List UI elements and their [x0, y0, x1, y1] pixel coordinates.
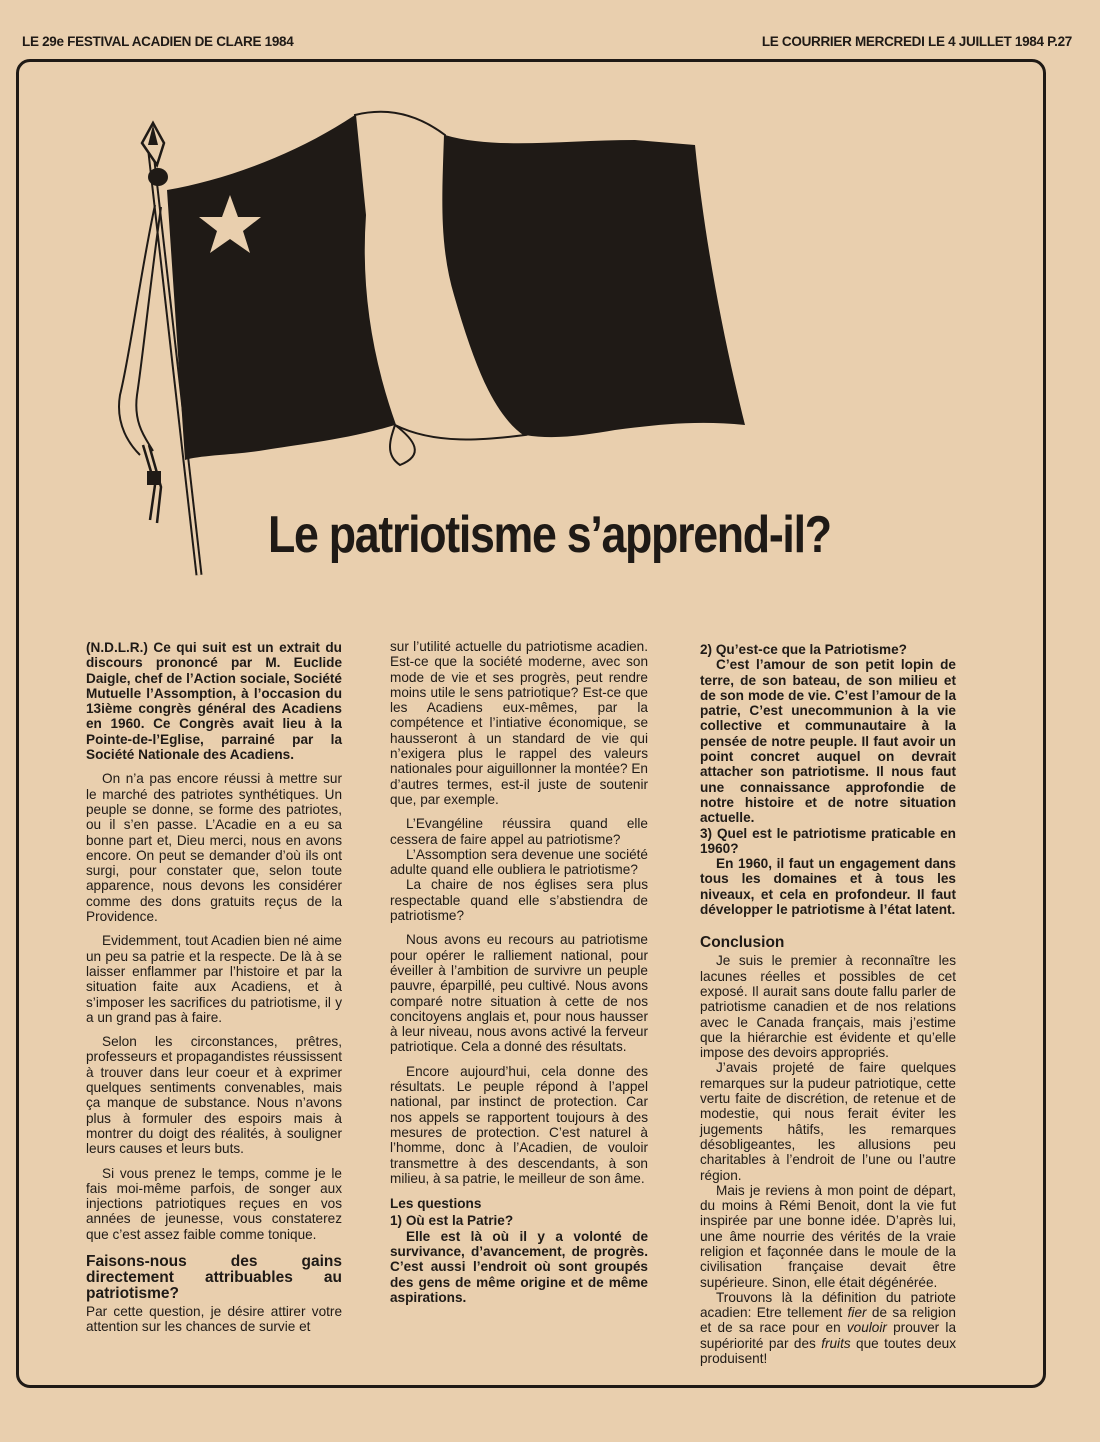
- paragraph: J’avais projeté de faire quelques remarques sur la pudeur patriotique, cette vertu faite de discrétion, de retenue et de modestie, qui nous ferait éviter les jugements hâtifs, les remarques désobligeantes, les allusions peu charitables à l’endroit de l’une ou l’autre région.: [700, 1060, 956, 1183]
- section-heading: Faisons-nous des gains directement attribuables au patriotisme?: [86, 1252, 342, 1302]
- question: 1) Où est la Patrie?: [390, 1213, 514, 1229]
- text-run: Trouvons là la définition du patriote acadien: Etre tellement: [700, 1289, 956, 1321]
- paragraph: Evidemment, tout Acadien bien né aime un peu sa patrie et la respecte. De là à se laisser enflammer par l’histoire et par la situation faite aux Acadiens, et à s’imposer les sacrifices du patriotisme, il y a un grand pas à faire.: [86, 933, 342, 1025]
- emphasis: fier: [847, 1305, 867, 1321]
- text-run: prouver la supériorité par des: [700, 1320, 956, 1351]
- text-run: de sa religion et de sa race pour en: [700, 1305, 956, 1336]
- paragraph: Je suis le premier à reconnaître les lacunes réelles et possibles de cet exposé. Il aurait sans doute fallu parler de patriotisme canadien et de nos relations avec le Canada français, mais j’estime que la hiérarchie est évidente et qu’elle impose des devoirs appropriés.: [700, 953, 956, 1061]
- paragraph: L’Evangéline réussira quand elle cessera de faire appel au patriotisme?: [390, 816, 648, 847]
- section-heading: Les questions: [390, 1196, 482, 1212]
- answer: Elle est là où il y a volonté de survivance, d’avancement, de progrès. C’est aussi l’endroit où sont groupés des gens de même origine et de même aspirations.: [390, 1228, 648, 1305]
- answer: En 1960, il faut un engagement dans tous les domaines et à tous les niveaux, et cela en profondeur. Il faut développer le patriotisme à l’état latent.: [700, 856, 956, 918]
- paragraph: On n’a pas encore réussi à mettre sur le marché des patriotes synthétiques. Un peuple se donne, se forme des patriotes, ou il s’en passe. L’Acadie en a eu sa bonne part et, Dieu merci, nous en avons encore. On peut se demander d’où ils ont surgi, pour constater que, selon toute apparence, nous devons les considérer comme des dons gratuits reçus de la Providence.: [86, 771, 342, 925]
- header-left: LE 29e FESTIVAL ACADIEN DE CLARE 1984: [22, 34, 294, 49]
- article-column-1: [86, 640, 342, 1344]
- paragraph: La chaire de nos églises sera plus respectable quand elle s’abstiendra de patriotisme?: [390, 877, 648, 924]
- question: 3) Quel est le patriotisme praticable en 1960?: [700, 825, 956, 856]
- paragraph: sur l’utilité actuelle du patriotisme acadien. Est-ce que la société moderne, avec son mode de vie et ses progrès, peut rendre moins utile le sens patriotique? Est-ce que les Acadiens eux-mêmes, par la compétence et l’intiative économique, se hausseront à un standard de vie qui n’exigera plus le rappel des valeurs nationales pour aiguillonner la montée? En d’autres termes, est-il juste de soutenir que, par exemple.: [390, 639, 648, 807]
- paragraph: Par cette question, je désire attirer votre attention sur les chances de survie et: [86, 1303, 342, 1335]
- paragraph: Si vous prenez le temps, comme je le fais moi-même parfois, de songer aux injections patriotiques reçues en vos années de jeunesse, vous constaterez que c’est assez faible comme tonique.: [86, 1165, 342, 1242]
- paragraph-conclusion: [700, 1290, 956, 1366]
- paragraph: Mais je reviens à mon point de départ, du moins à Rémi Benoit, dont la vie fut inspirée par une bonne idée. D’après lui, une âme nourrie des vérités de la vraie religion et façonnée dans le moule de la civilisation française devait être supérieure. Sinon, elle était dégénérée.: [700, 1182, 956, 1290]
- article-column-2: [390, 639, 648, 1309]
- answer: C’est l’amour de son petit lopin de terre, de son bateau, de son milieu et de son mode de vie. C’est l’amour de la patrie, C’est unecommunion à la vie collective et communautaire à la pensée de notre peuple. Il faut avoir un point concret auquel on devrait attacher son patriotisme. Il nous faut une connaissance approfondie de notre histoire et de notre situation actuelle.: [700, 657, 956, 826]
- page-header: [22, 34, 1072, 52]
- question: 2) Qu’est-ce que la Patriotisme?: [700, 642, 907, 657]
- paragraph: Encore aujourd’hui, cela donne des résultats. Le peuple répond à l’appel national, par instinct de protection. Car nos appels se rapportent toujours à des mesures de protection. C’est naturel à l’homme, donc à l’Acadien, de vouloir transmettre à des descendants, à son milieu, à sa patrie, le meilleur de son âme.: [390, 1063, 648, 1186]
- paragraph: Selon les circonstances, prêtres, professeurs et propagandistes réussissent à trouver dans leur coeur et à exprimer quelques sentiments convenables, mais ça manque de substance. Nous n’avons plus à formuler des espoirs mais à montrer du doigt des réalités, à souligner leurs causes et leurs buts.: [86, 1034, 342, 1157]
- paragraph: L’Assomption sera devenue une société adulte quand elle oubliera le patriotisme?: [390, 846, 648, 878]
- emphasis: vouloir: [846, 1320, 887, 1336]
- editor-note: (N.D.L.R.) Ce qui suit est un extrait du discours prononcé par M. Euclide Daigle, chef de l’Action sociale, Société Mutuelle l’Assomption, à l’occasion du 13ième congrès général des Acadiens en 1960. Ce Congrès avait lieu à la Pointe-de-l’Eglise, parrainé par la Société Nationale des Acadiens.: [86, 640, 342, 763]
- article-column-3: [700, 642, 956, 1366]
- paragraph: Nous avons eu recours au patriotisme pour opérer le ralliement national, pour éveiller à l’ambition de survivre un peuple pauvre, éparpillé, peu cultivé. Nous avons comparé notre situation à cette de nos concitoyens anglais et, pour nous hausser à leur niveau, nous avons activé la ferveur patriotique. Cela a donné des résultats.: [390, 932, 648, 1055]
- section-heading: Conclusion: [700, 934, 785, 952]
- emphasis: fruits: [821, 1335, 851, 1351]
- article-title: Le patriotisme s’apprend-il?: [268, 506, 831, 564]
- header-right: LE COURRIER MERCREDI LE 4 JUILLET 1984 P.27: [761, 34, 1072, 49]
- text-run: que toutes deux produisent!: [700, 1335, 956, 1367]
